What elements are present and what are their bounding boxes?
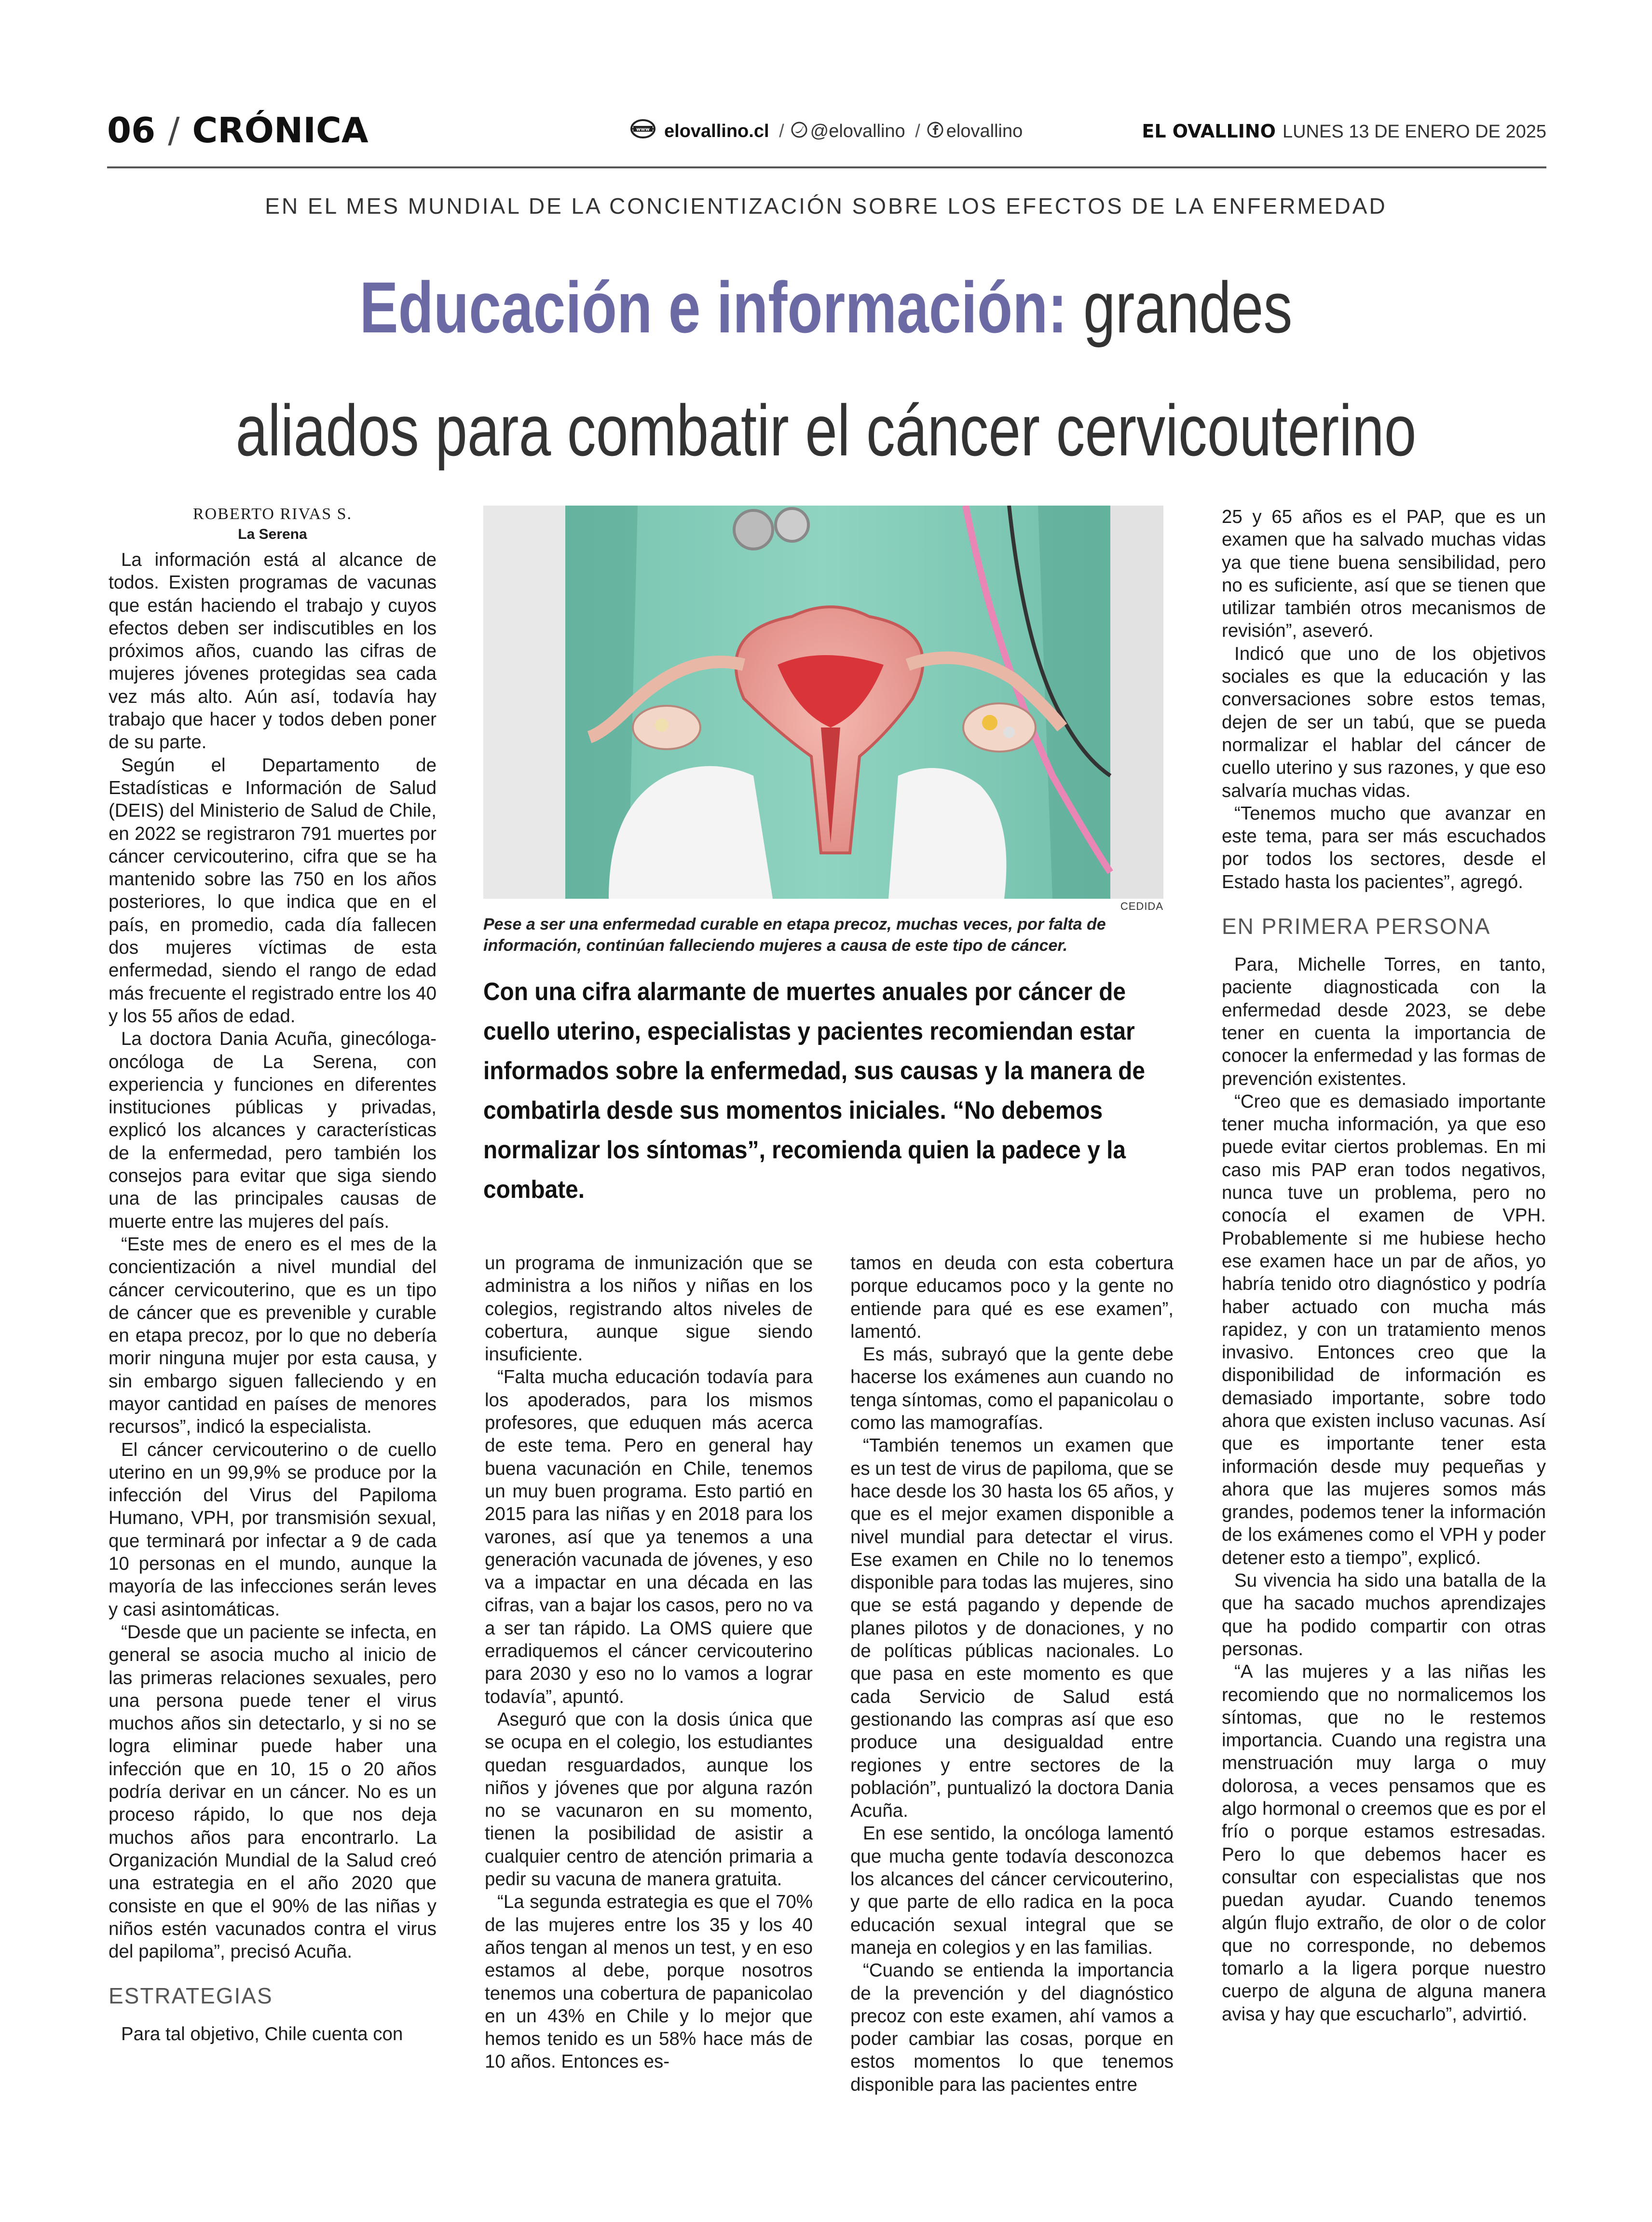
section-heading-primera-persona: EN PRIMERA PERSONA [1222, 914, 1491, 939]
social-links [630, 119, 1023, 145]
article-lead: Con una cifra alarmante de muertes anuales por cáncer de cuello uterino, especialistas y pacientes recomiendan estar informados sobre la enfermedad, sus causas y la manera de combatirla desde sus momentos iniciales. “No debemos normalizar los síntomas”, recomienda quien la padece y la combate. [483, 978, 1145, 1204]
header-rule [107, 166, 1546, 168]
svg-text:www: www [636, 127, 650, 133]
article-column-1 [109, 504, 437, 2046]
author-byline: ROBERTO RIVAS S. [192, 505, 353, 523]
article-column-2 [485, 1252, 813, 2073]
photo-caption: Pese a ser una enfermedad curable en etapa precoz, muchas veces, por falta de información, continúan falleciendo mujeres a causa de este tipo de cáncer. [483, 915, 1106, 955]
title-rest: grandes [1083, 267, 1293, 348]
paragraph: “Creo que es demasiado importante tener mucha información, ya que eso puede evitar ciertos problemas. En mi caso mis PAP eran todos negativos, nunca tuve un problema, pero no conocía el examen de VPH. Probablemente si me hubiese hecho ese examen hace un par de años, yo habría tenido otro diagnóstico y podría haber actuado con mucha más rapidez, y con un tratamiento menos invasivo. Entonces creo que la disponibilidad de información es demasiado importante, sobre todo ahora que existen incluso vacunas. Así que es importante tener esta información desde muy pequeñas y ahora que las mujeres somos más grandes, podemos tener la información de los exámenes como el VPH y poder detener esto a tiempo”, explicó. [1222, 1091, 1546, 1568]
paragraph: “Tenemos mucho que avanzar en este tema, para ser más escuchados por todos los sectores, desde el Estado hasta los pacientes”, agregó. [1222, 803, 1546, 892]
paragraph: En ese sentido, la oncóloga lamentó que mucha gente todavía desconozca los alcances del cáncer cervicouterino, y que parte de ello radica en la poca educación sexual integral que se maneja en colegios y en las familias. [850, 1823, 1174, 1958]
facebook-handle[interactable]: elovallino [946, 121, 1023, 141]
masthead-date [1142, 119, 1546, 144]
twitter-icon [791, 120, 807, 144]
paragraph: El cáncer cervicouterino o de cuello uterino en un 99,9% se produce por la infección del Virus del Papiloma Humano, VPH, por transmisión sexual, que terminará por infectar a 9 de cada 10 personas en el mundo, aunque la mayoría de las infecciones serán leves y casi asintomáticas. [109, 1439, 437, 1620]
paragraph: Su vivencia ha sido una batalla de la que ha sacado muchos aprendizajes que ha podido compartir con otras personas. [1222, 1570, 1546, 1660]
paragraph: Para tal objetivo, Chile cuenta con [121, 2024, 403, 2045]
paragraph: un programa de inmunización que se administra a los niños y niñas en los colegios, registrando altos niveles de cobertura, aunque sigue siendo insuficiente. [485, 1253, 813, 1365]
section-heading-estrategias: ESTRATEGIAS [109, 1983, 273, 2009]
separator: / [915, 121, 920, 141]
title-line-1 [223, 246, 1429, 369]
paragraph: Indicó que uno de los objetivos sociales es que la educación y las conversaciones sobre estos temas, dejen de ser un tabú, que se pueda normalizar el hablar del cáncer de cuello uterino y sus razones, y que eso salvaría muchas vidas. [1222, 643, 1546, 801]
paragraph: La información está al alcance de todos. Existen programas de vacunas que están haciendo el trabajo y cuyos efectos deben ser indiscutibles en los próximos años, cuando las cifras de mujeres jóvenes protegidas sea cada vez más alto. Aún así, todavía hay trabajo que hacer y todos deben poner de su parte. [109, 549, 437, 753]
paragraph: “Falta mucha educación todavía para los apoderados, para los mismos profesores, que eduquen más acerca de este tema. Pero en general hay buena vacunación en Chile, tenemos un muy buen programa. Esto partió en 2015 para las niñas y en 2018 para los varones, así que ya tenemos a una generación vacunada de jóvenes, y eso va a impactar en una década en las cifras, van a bajar los casos, pero no va a ser tan rápido. La OMS quiere que erradiquemos el cáncer cervicouterino para 2030 y eso no lo vamos a lograr todavía”, apuntó. [485, 1367, 813, 1707]
issue-date: LUNES 13 DE ENERO DE 2025 [1282, 122, 1546, 142]
paragraph: “Este mes de enero es el mes de la concientización a nivel mundial del cáncer cervicouterino, que es un tipo de cáncer que es prevenible y curable en etapa precoz, por lo que no debería morir ninguna mujer por esta causa, y sin embargo siguen falleciendo y en mayor cantidad en países de menores recursos”, indicó la especialista. [109, 1234, 437, 1438]
paragraph: Es más, subrayó que la gente debe hacerse los exámenes aun cuando no tenga síntomas, como el papanicolau o como las mamografías. [850, 1344, 1174, 1434]
article-column-4 [1222, 506, 1546, 2026]
twitter-handle[interactable]: @elovallino [810, 121, 905, 141]
author-location: La Serena [238, 526, 307, 542]
article-title [223, 246, 1429, 492]
separator: / [779, 121, 784, 141]
article-photo [483, 506, 1163, 899]
article-column-3 [850, 1252, 1174, 2096]
paragraph: “A las mujeres y a las niñas les recomiendo que no normalicemos los síntomas, que no le restemos importancia. Cuando una registra una menstruación muy larga o muy dolorosa, a veces pensamos que es algo hormonal o creemos que es por el frío o porque estamos estresadas. Pero lo que debemos hacer es consultar con especialistas que nos puedan ayudar. Cuando tenemos algún flujo extraño, de olor o de color que no corresponde, no debemos tomarlo a la ligera porque nuestro cuerpo de alguna de alguna manera avisa y hay que escucharlo”, advirtió. [1222, 1661, 1546, 2025]
paragraph: 25 y 65 años es el PAP, que es un examen que ha salvado muchas vidas ya que tiene buena sensibilidad, pero no es suficiente, así que se tienen que utilizar también otros mecanismos de revisión”, aseveró. [1222, 507, 1546, 642]
paragraph: “La segunda estrategia es que el 70% de las mujeres entre los 35 y los 40 años tengan al menos un test, y en eso estamos al debe, porque nosotros tenemos una cobertura de papanicolao en un 43% en Chile y lo mejor que hemos tenido es un 58% hace más de 10 años. Entonces es- [485, 1892, 813, 2072]
title-line-2: aliados para combatir el cáncer cervicouterino [235, 390, 1417, 471]
paragraph: tamos en deuda con esta cobertura porque educamos poco y la gente no entiende para qué es ese examen”, lamentó. [850, 1253, 1174, 1342]
paragraph: “Desde que un paciente se infecta, en general se asocia mucho al inicio de las primeras relaciones sexuales, pero una persona puede tener el virus muchos años sin detectarlo, y si no se logra eliminar puede haber una infección que en 10, 15 o 20 años podría derivar en un cáncer. No es un proceso rápido, lo que nos deja muchos años para encontrarlo. La Organización Mundial de la Salud creó una estrategia en el año 2020 que consiste en que el 90% de las niñas y niños estén vacunados contra el virus del papiloma”, precisó Acuña. [109, 1621, 437, 1962]
photo-credit: CEDIDA [1120, 900, 1163, 912]
section-name: CRÓNICA [192, 110, 369, 151]
section-separator: / [168, 110, 180, 151]
paragraph: Para, Michelle Torres, en tanto, paciente diagnosticada con la enfermedad desde 2023, se debe tener en cuenta la importancia de conocer la enfermedad y las formas de prevención existentes. [1222, 954, 1546, 1089]
facebook-icon [927, 120, 943, 144]
paragraph: Según el Departamento de Estadísticas e Información de Salud (DEIS) del Ministerio de Salud de Chile, en 2022 se registraron 791 muertes por cáncer cervicouterino, cifra que se ha mantenido sobre las 750 en los años posteriores, lo que indica que en el país, en promedio, cada día fallecen dos mujeres víctimas de esta enfermedad, siendo el rango de edad más frecuente el registrado entre los 40 y los 55 años de edad. [109, 754, 437, 1027]
website-link[interactable]: elovallino.cl [664, 121, 769, 141]
globe-icon [630, 119, 655, 145]
newspaper-name: EL OVALLINO [1142, 121, 1276, 142]
paragraph: Aseguró que con la dosis única que se ocupa en el colegio, los estudiantes quedan resguardados, aunque los niños y jóvenes que por alguna razón no se vacunaron en su momento, tienen la posibilidad de asistir a cualquier centro de atención primaria a pedir su vacuna de manera gratuita. [485, 1709, 813, 1890]
page-section-label [107, 109, 369, 152]
paragraph: La doctora Dania Acuña, ginecóloga-oncóloga de La Serena, con experiencia y funciones en diferentes instituciones públicas y privadas, explicó los alcances y características de la enfermedad, pero también los consejos para evitar que siga siendo una de las principales causas de muerte entre las mujeres del país. [109, 1029, 437, 1232]
page-header [107, 109, 1546, 152]
page-number: 06 [107, 110, 156, 151]
article-kicker: EN EL MES MUNDIAL DE LA CONCIENTIZACIÓN SOBRE LOS EFECTOS DE LA ENFERMEDAD [265, 193, 1387, 219]
title-accent: Educación e información: [359, 267, 1067, 348]
paragraph: “También tenemos un examen que es un test de virus de papiloma, que se hace desde los 30 hasta los 65 años, y que es el mejor examen disponible a nivel mundial para detectar el virus. Ese examen en Chile no lo tenemos disponible para todas las mujeres, sino que se está pagando y depende de planes pilotos y de donaciones, y no de políticas públicas nacionales. Lo que pasa en este momento es que cada Servicio de Salud está gestionando las compras así que eso produce una desigualdad entre regiones y entre sectores de la población”, puntualizó la doctora Dania Acuña. [850, 1435, 1174, 1822]
paragraph: “Cuando se entienda la importancia de la prevención y del diagnóstico precoz con este examen, ahí vamos a poder cambiar las cosas, porque en estos momentos lo que tenemos disponible para las pacientes entre [850, 1960, 1174, 2095]
